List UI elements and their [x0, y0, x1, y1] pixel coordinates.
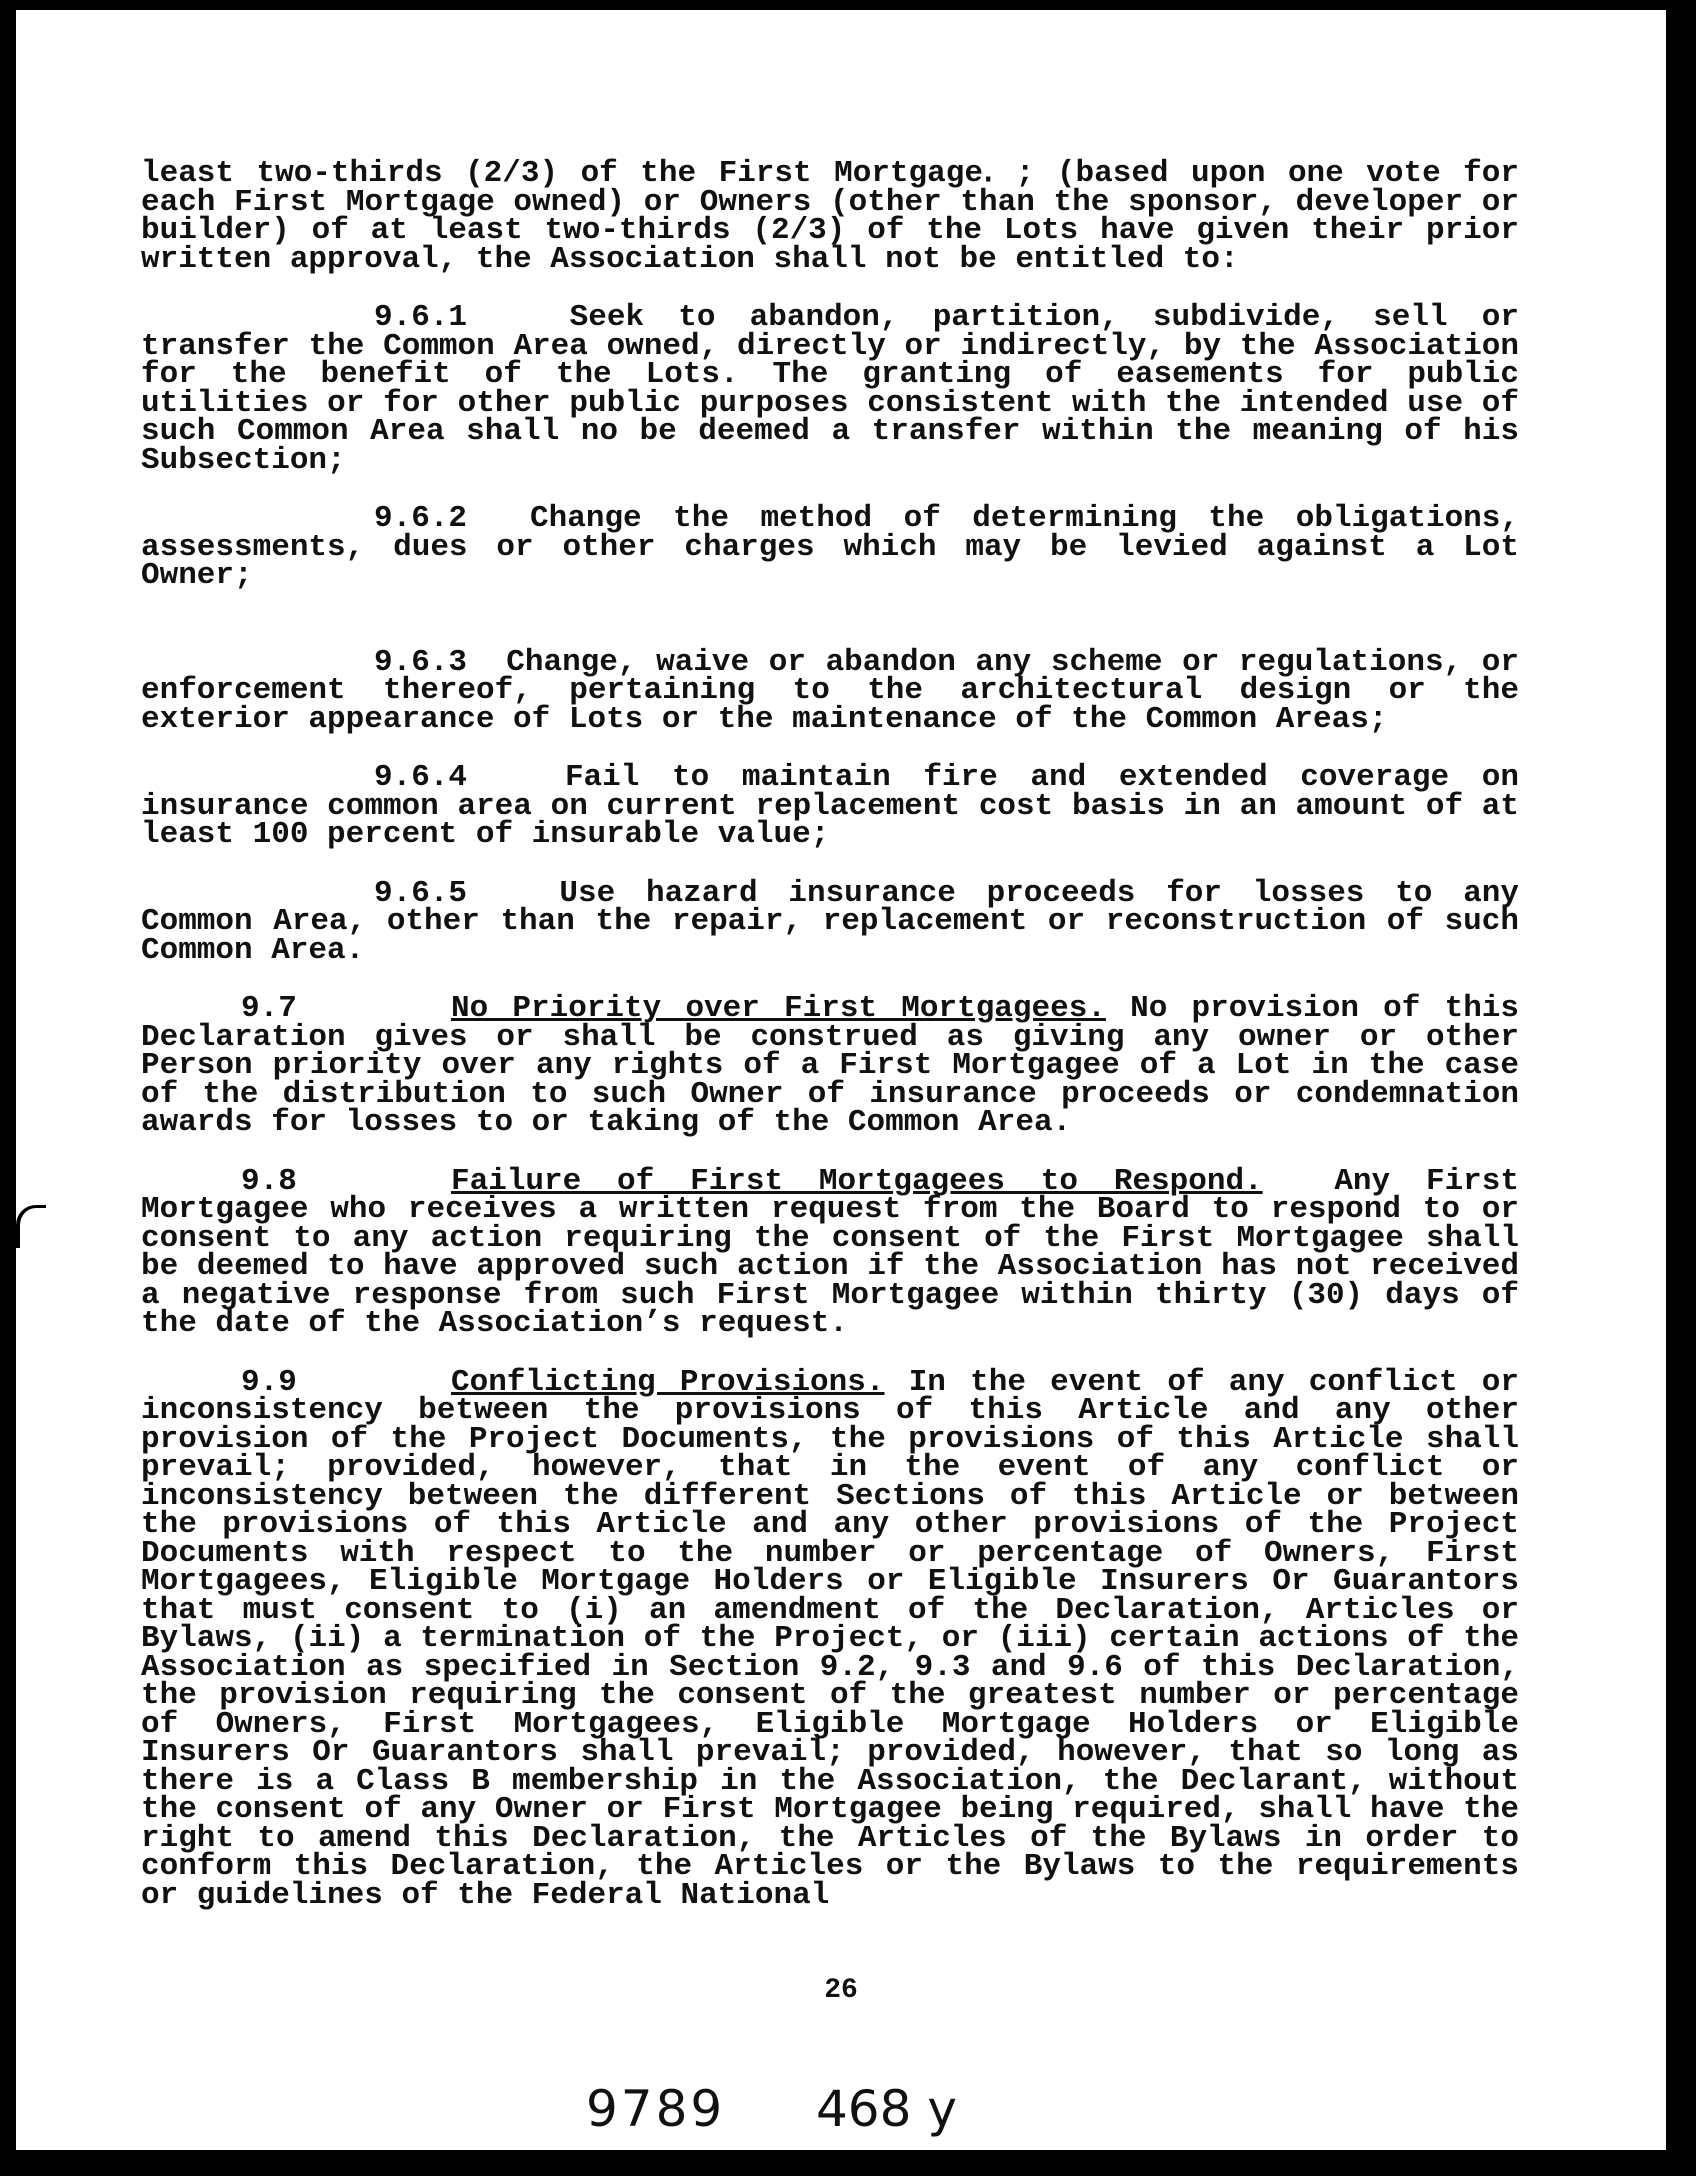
bates-stamp-left: 9789	[586, 2080, 726, 2138]
subsection-9-6-5	[141, 875, 1519, 968]
subsection-9-6-2	[141, 501, 1519, 593]
subsection-number: 9.6.2	[374, 501, 468, 536]
section-heading: Failure of First Mortgagees to Respond.	[451, 1163, 1263, 1199]
section-heading: Conflicting Provisions.	[451, 1364, 885, 1400]
subsection-number: 9.6.5	[374, 875, 468, 911]
binder-mark	[16, 1205, 46, 1248]
section-text: No provision of this Declaration gives or shall be construed as giving any owner or other Person priority over any rights of a First Mortgagee of a Lot in the case of the distribution to such Owner of insurance proceeds or condemnation awards for losses to or taking of the Common Area.	[141, 991, 1520, 1140]
subsection-9-6-3	[141, 644, 1519, 737]
section-text: Any First Mortgagee who receives a written request from the Board to respond to or consent to any action requiring the consent of the First Mortgagee shall be deemed to have approved such action if the Association has not received a negative response from such First Mortgagee within thirty (30) days of the date of the Association’s request.	[141, 1163, 1519, 1341]
section-number: 9.7	[241, 991, 297, 1026]
page-number: 26	[824, 1975, 858, 2006]
subsection-text: Change, waive or abandon any scheme or regulations, or enforcement thereof, pertaining to the architectural design or the exterior appearance of Lots or the maintenance of the Common Areas;	[141, 644, 1519, 737]
section-number: 9.9	[241, 1364, 297, 1400]
subsection-9-6-4	[141, 760, 1519, 852]
subsection-text: Use hazard insurance proceeds for losses to any Common Area, other than the repair, replacement or reconstruction of such Common Area.	[141, 875, 1519, 968]
subsection-text: Seek to abandon, partition, subdivide, sell or transfer the Common Area owned, directly or indirectly, by the Association for the benefit of the Lots. The granting of easements for public utilities or for other public purposes consistent with the intended use of such Common Area shall no be deemed a transfer within the meaning of his Subsection;	[141, 300, 1519, 478]
section-text: In the event of any conflict or inconsistency between the provisions of this Article and any other provision of the Project Documents, the provisions of this Article shall prevail; provided, however, that in the event of any conflict or inconsistency between the different Sections of this Article or between the provisions of this Article and any other provisions of the Project Documents with respect to the number or percentage of Owners, First Mortgagees, Eligible Mortgage Holders or Eligible Insurers Or Guarantors that must consent to (i) an amendment of the Declaration, Articles or Bylaws, (ii) a termination of the Project, or (iii) certain actions of the Association as specified in Section 9.2, 9.3 and 9.6 of this Declaration, the provision requiring the consent of the greatest number or percentage of Owners, First Mortgagees, Eligible Mortgage Holders or Eligible Insurers Or Guarantors shall prevail; provided, however, that so long as there is a Class B membership in the Association, the Declarant, without the consent of any Owner or First Mortgagee being required, shall have the right to amend this Declaration, the Articles of the Bylaws in order to conform this Declaration, the Articles or the Bylaws to the requirements or guidelines of the Federal National	[141, 1364, 1520, 1913]
section-9-8	[141, 1163, 1519, 1341]
section-number: 9.8	[241, 1163, 297, 1199]
subsection-number: 9.6.4	[374, 760, 468, 795]
subsection-number: 9.6.3	[374, 644, 468, 680]
subsection-text: Fail to maintain fire and extended coverage on insurance common area on current replacement cost basis in an amount of at least 100 percent of insurable value;	[141, 760, 1519, 852]
section-heading: No Priority over First Mortgagees.	[451, 991, 1106, 1026]
subsection-text: Change the method of determining the obligations, assessments, dues or other charges which may be levied against a Lot Owner;	[141, 501, 1519, 593]
subsection-9-6-1	[141, 300, 1519, 478]
document-body	[141, 156, 1520, 1940]
intro-paragraph: least two-thirds (2/3) of the First Mortgage․ ; (based upon one vote for each First Mortgage owned) or Owners (other than the sponsor, developer or builder) of at least two-thirds (2/3) of the Lots have given their prior written approval, the Association shall not be entitled to:	[141, 156, 1519, 277]
section-9-9	[141, 1364, 1520, 1913]
subsection-number: 9.6.1	[374, 300, 468, 335]
bates-stamp-right: 468 y	[816, 2080, 957, 2138]
document-page	[16, 10, 1666, 2150]
section-9-7	[141, 991, 1520, 1140]
